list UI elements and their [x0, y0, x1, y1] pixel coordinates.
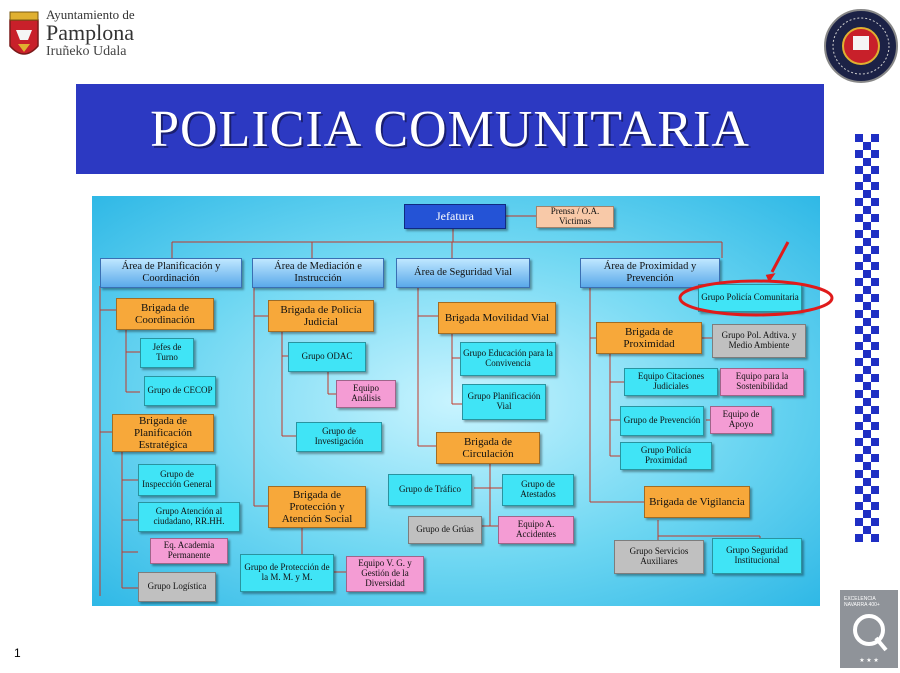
node-jefatura: Jefatura [404, 204, 506, 229]
area-seguridad-vial: Área de Seguridad Vial [396, 258, 530, 288]
node-brigada-circulacion: Brigada de Circulación [436, 432, 540, 464]
logo-line-1: Ayuntamiento de [46, 7, 135, 22]
node-grupo-gruas: Grupo de Grúas [408, 516, 482, 544]
node-equipo-citaciones: Equipo Citaciones Judiciales [624, 368, 718, 396]
node-grupo-cecop: Grupo de CECOP [144, 376, 216, 406]
node-grupo-logistica: Grupo Logística [138, 572, 216, 602]
node-grupo-policia-comunitaria: Grupo Policía Comunitaria [698, 284, 802, 312]
node-equipo-analisis: Equipo Análisis [336, 380, 396, 408]
highlight-arrow-icon [772, 242, 788, 272]
policia-municipal-badge-icon [823, 8, 899, 84]
node-brigada-judicial: Brigada de Policía Judicial [268, 300, 374, 332]
checkered-stripe-decoration [854, 134, 880, 546]
node-brigada-vigilancia: Brigada de Vigilancia [644, 486, 750, 518]
node-grupo-educacion: Grupo Educación para la Convivencia [460, 342, 556, 376]
logo-line-3: Iruñeko Udala [46, 44, 127, 59]
node-brigada-proteccion: Brigada de Protección y Atención Social [268, 486, 366, 528]
page-number: 1 [14, 646, 21, 660]
node-equipo-sostenibilidad: Equipo para la Sostenibilidad [720, 368, 804, 396]
node-grupo-proteccion: Grupo de Protección de la M. M. y M. [240, 554, 334, 592]
node-grupo-inspeccion: Grupo de Inspección General [138, 464, 216, 496]
pamplona-coat-of-arms-icon [6, 10, 42, 64]
area-proximidad: Área de Proximidad y Prevención [580, 258, 720, 288]
node-brigada-movilidad: Brigada Movilidad Vial [438, 302, 556, 334]
node-grupo-investigacion: Grupo de Investigación [296, 422, 382, 452]
highlight-ellipse [680, 281, 832, 315]
ayuntamiento-logo-text [46, 8, 135, 59]
logo-line-2: Pamplona [46, 20, 134, 45]
node-eq-academia: Eq. Academia Permanente [150, 538, 228, 564]
node-equipo-vg: Equipo V. G. y Gestión de la Diversidad [346, 556, 424, 592]
excelencia-navarra-badge [840, 590, 898, 668]
node-jefes-turno: Jefes de Turno [140, 338, 194, 368]
node-brigada-coordinacion: Brigada de Coordinación [116, 298, 214, 330]
node-grupo-atencion: Grupo Atención al ciudadano, RR.HH. [138, 502, 240, 532]
node-equipo-apoyo: Equipo de Apoyo [710, 406, 772, 434]
node-grupo-trafico: Grupo de Tráfico [388, 474, 472, 506]
node-prensa: Prensa / O.A. Victimas [536, 206, 614, 228]
excelencia-badge-text: EXCELENCIA NAVARRA 400+ [844, 596, 880, 608]
area-mediacion: Área de Mediación e Instrucción [252, 258, 384, 288]
node-equipo-accidentes: Equipo A. Accidentes [498, 516, 574, 544]
svg-text:★ ★ ★: ★ ★ ★ [859, 658, 879, 664]
node-grupo-seguridad-institucional: Grupo Seguridad Institucional [712, 538, 802, 574]
title-banner [76, 84, 824, 174]
node-grupo-planificacion-vial: Grupo Planificación Vial [462, 384, 546, 420]
page-title: POLICIA COMUNITARIA [150, 100, 750, 158]
highlight-annotation [676, 236, 840, 320]
node-grupo-servicios-auxiliares: Grupo Servicios Auxiliares [614, 540, 704, 574]
node-grupo-policia-proximidad: Grupo Policía Proximidad [620, 442, 712, 470]
area-planificacion: Área de Planificación y Coordinación [100, 258, 242, 288]
node-grupo-pol-activa: Grupo Pol. Adtiva. y Medio Ambiente [712, 324, 806, 358]
node-grupo-atestados: Grupo de Atestados [502, 474, 574, 506]
node-brigada-planificacion: Brigada de Planificación Estratégica [112, 414, 214, 452]
node-brigada-proximidad: Brigada de Proximidad [596, 322, 702, 354]
node-grupo-odac: Grupo ODAC [288, 342, 366, 372]
node-grupo-prevencion: Grupo de Prevención [620, 406, 704, 436]
